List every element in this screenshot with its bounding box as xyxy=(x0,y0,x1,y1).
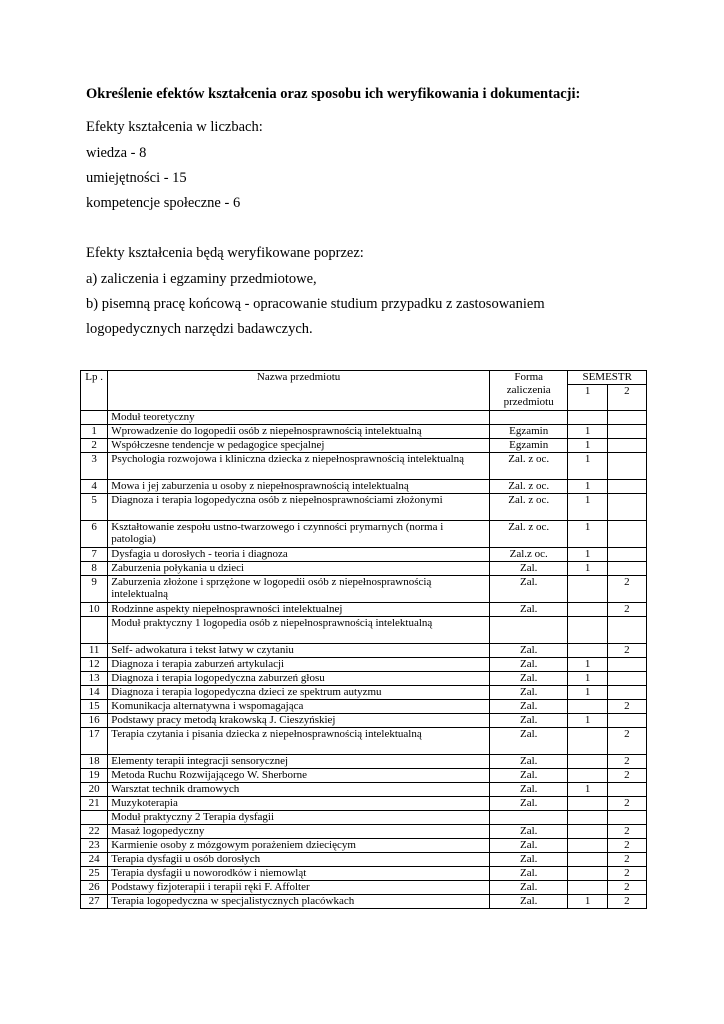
cell-semester-1 xyxy=(568,754,607,768)
cell-lp: 13 xyxy=(81,671,108,685)
cell-course-name: Terapia dysfagii u noworodków i niemowląt xyxy=(108,866,490,880)
cell-forma: Zal. xyxy=(489,768,568,782)
cell-forma: Zal. xyxy=(489,727,568,754)
cell-forma: Zal. xyxy=(489,713,568,727)
cell-lp: 20 xyxy=(81,782,108,796)
table-row xyxy=(81,657,647,671)
cell-lp: 27 xyxy=(81,894,108,908)
cell-course-name: Muzykoterapia xyxy=(108,796,490,810)
cell-semester-1 xyxy=(568,866,607,880)
cell-forma: Zal.z oc. xyxy=(489,547,568,561)
cell-forma: Zal. xyxy=(489,699,568,713)
header-semester-1: 1 xyxy=(568,384,607,410)
paragraph: umiejętności - 15 xyxy=(86,170,187,186)
cell-lp: 1 xyxy=(81,424,108,438)
cell-forma: Zal. xyxy=(489,754,568,768)
cell-lp: 23 xyxy=(81,838,108,852)
cell-lp: 10 xyxy=(81,602,108,616)
cell-semester-2: 2 xyxy=(607,838,646,852)
table-row xyxy=(81,727,647,754)
cell-semester-1 xyxy=(568,796,607,810)
cell-lp: 5 xyxy=(81,493,108,520)
module-row xyxy=(81,410,647,424)
table-row xyxy=(81,452,647,479)
cell-course-name: Diagnoza i terapia logopedyczna zaburzeń głosu xyxy=(108,671,490,685)
cell-semester-1: 1 xyxy=(568,452,607,479)
cell-course-name: Terapia czytania i pisania dziecka z niepełnosprawnością intelektualną xyxy=(108,727,490,754)
table-row xyxy=(81,671,647,685)
cell-forma: Zal. z oc. xyxy=(489,479,568,493)
cell-lp: 11 xyxy=(81,643,108,657)
cell-forma: Zal. z oc. xyxy=(489,493,568,520)
table-row xyxy=(81,782,647,796)
cell-lp: 18 xyxy=(81,754,108,768)
table-row xyxy=(81,479,647,493)
cell-semester-1 xyxy=(568,616,607,643)
cell-lp: 12 xyxy=(81,657,108,671)
cell-semester-1 xyxy=(568,727,607,754)
cell-lp: 9 xyxy=(81,575,108,602)
cell-lp: 6 xyxy=(81,520,108,547)
cell-semester-2: 2 xyxy=(607,754,646,768)
cell-lp: 16 xyxy=(81,713,108,727)
cell-lp: 21 xyxy=(81,796,108,810)
cell-forma: Zal. xyxy=(489,838,568,852)
cell-course-name: Zaburzenia połykania u dzieci xyxy=(108,561,490,575)
cell-forma xyxy=(489,810,568,824)
cell-lp: 26 xyxy=(81,880,108,894)
header-lp: Lp . xyxy=(81,371,108,411)
cell-semester-2 xyxy=(607,479,646,493)
cell-lp: 2 xyxy=(81,438,108,452)
courses-table xyxy=(80,370,647,909)
cell-semester-2: 2 xyxy=(607,602,646,616)
cell-semester-1 xyxy=(568,880,607,894)
cell-semester-1 xyxy=(568,838,607,852)
cell-forma: Zal. xyxy=(489,671,568,685)
table-row xyxy=(81,643,647,657)
cell-course-name: Zaburzenia złożone i sprzężone w logopedii osób z niepełnosprawnością intelektualną xyxy=(108,575,490,602)
cell-semester-2: 2 xyxy=(607,880,646,894)
cell-semester-1 xyxy=(568,852,607,866)
cell-course-name: Wprowadzenie do logopedii osób z niepełnosprawnością intelektualną xyxy=(108,424,490,438)
table-row xyxy=(81,754,647,768)
paragraph: logopedycznych narzędzi badawczych. xyxy=(86,321,313,337)
cell-module-title: Moduł teoretyczny xyxy=(108,410,490,424)
cell-semester-1: 1 xyxy=(568,520,607,547)
cell-semester-1: 1 xyxy=(568,671,607,685)
cell-forma xyxy=(489,410,568,424)
table-row xyxy=(81,438,647,452)
cell-semester-1: 1 xyxy=(568,561,607,575)
cell-course-name: Karmienie osoby z mózgowym porażeniem dziecięcym xyxy=(108,838,490,852)
cell-lp: 25 xyxy=(81,866,108,880)
header-forma: Forma zaliczenia przedmiotu xyxy=(489,371,568,411)
cell-semester-2: 2 xyxy=(607,866,646,880)
cell-semester-1 xyxy=(568,602,607,616)
cell-semester-2 xyxy=(607,452,646,479)
cell-forma: Zal. xyxy=(489,796,568,810)
table-row xyxy=(81,768,647,782)
cell-course-name: Terapia logopedyczna w specjalistycznych placówkach xyxy=(108,894,490,908)
cell-course-name: Dysfagia u dorosłych - teoria i diagnoza xyxy=(108,547,490,561)
table-row xyxy=(81,602,647,616)
cell-semester-2 xyxy=(607,493,646,520)
cell-lp xyxy=(81,616,108,643)
cell-forma: Zal. xyxy=(489,657,568,671)
cell-forma: Zal. xyxy=(489,894,568,908)
cell-forma: Zal. xyxy=(489,880,568,894)
paragraph: Efekty kształcenia w liczbach: xyxy=(86,119,263,135)
cell-course-name: Podstawy fizjoterapii i terapii ręki F. Affolter xyxy=(108,880,490,894)
cell-forma: Zal. z oc. xyxy=(489,520,568,547)
cell-semester-2: 2 xyxy=(607,768,646,782)
cell-semester-2: 2 xyxy=(607,852,646,866)
header-name: Nazwa przedmiotu xyxy=(108,371,490,411)
header-semestr: SEMESTR xyxy=(568,371,647,385)
cell-semester-1: 1 xyxy=(568,547,607,561)
section-heading: Określenie efektów kształcenia oraz sposobu ich weryfikowania i dokumentacji: xyxy=(86,86,581,102)
cell-lp: 22 xyxy=(81,824,108,838)
cell-semester-1: 1 xyxy=(568,713,607,727)
header-semester-2: 2 xyxy=(607,384,646,410)
module-row xyxy=(81,616,647,643)
cell-course-name: Self- adwokatura i tekst łatwy w czytaniu xyxy=(108,643,490,657)
cell-forma: Egzamin xyxy=(489,438,568,452)
table-row xyxy=(81,424,647,438)
cell-module-title: Moduł praktyczny 1 logopedia osób z niepełnosprawnością intelektualną xyxy=(108,616,490,643)
cell-course-name: Kształtowanie zespołu ustno-twarzowego i czynności prymarnych (norma i patologia) xyxy=(108,520,490,547)
table-row xyxy=(81,796,647,810)
table-row xyxy=(81,699,647,713)
table-body xyxy=(81,410,647,908)
cell-semester-2: 2 xyxy=(607,824,646,838)
table-row xyxy=(81,852,647,866)
cell-course-name: Terapia dysfagii u osób dorosłych xyxy=(108,852,490,866)
cell-module-title: Moduł praktyczny 2 Terapia dysfagii xyxy=(108,810,490,824)
cell-forma: Zal. xyxy=(489,782,568,796)
cell-course-name: Współczesne tendencje w pedagogice specjalnej xyxy=(108,438,490,452)
cell-semester-2: 2 xyxy=(607,575,646,602)
cell-semester-1 xyxy=(568,643,607,657)
cell-semester-2 xyxy=(607,782,646,796)
table-row xyxy=(81,880,647,894)
cell-forma: Zal. xyxy=(489,643,568,657)
table-header-row xyxy=(81,371,647,385)
cell-lp: 15 xyxy=(81,699,108,713)
cell-semester-2: 2 xyxy=(607,643,646,657)
cell-semester-2 xyxy=(607,438,646,452)
table-row xyxy=(81,838,647,852)
cell-course-name: Podstawy pracy metodą krakowską J. Cieszyńskiej xyxy=(108,713,490,727)
cell-semester-2 xyxy=(607,561,646,575)
cell-semester-2 xyxy=(607,520,646,547)
table-row xyxy=(81,561,647,575)
cell-semester-1 xyxy=(568,699,607,713)
cell-semester-1 xyxy=(568,810,607,824)
cell-forma: Zal. z oc. xyxy=(489,452,568,479)
cell-semester-1: 1 xyxy=(568,479,607,493)
cell-semester-1 xyxy=(568,768,607,782)
cell-lp: 24 xyxy=(81,852,108,866)
cell-semester-2 xyxy=(607,671,646,685)
cell-forma: Zal. xyxy=(489,852,568,866)
cell-semester-1 xyxy=(568,824,607,838)
cell-semester-2 xyxy=(607,616,646,643)
cell-forma: Zal. xyxy=(489,561,568,575)
cell-course-name: Diagnoza i terapia logopedyczna dzieci ze spektrum autyzmu xyxy=(108,685,490,699)
paragraph: kompetencje społeczne - 6 xyxy=(86,195,241,211)
cell-forma: Zal. xyxy=(489,685,568,699)
cell-semester-1: 1 xyxy=(568,424,607,438)
cell-semester-1: 1 xyxy=(568,894,607,908)
table-row xyxy=(81,493,647,520)
cell-forma: Zal. xyxy=(489,824,568,838)
cell-course-name: Warsztat technik dramowych xyxy=(108,782,490,796)
cell-lp: 17 xyxy=(81,727,108,754)
cell-course-name: Komunikacja alternatywna i wspomagająca xyxy=(108,699,490,713)
paragraph: Efekty kształcenia będą weryfikowane poprzez: xyxy=(86,245,364,261)
cell-lp xyxy=(81,410,108,424)
cell-lp xyxy=(81,810,108,824)
cell-course-name: Psychologia rozwojowa i kliniczna dziecka z niepełnosprawnością intelektualną xyxy=(108,452,490,479)
table-row xyxy=(81,866,647,880)
cell-semester-2 xyxy=(607,713,646,727)
cell-semester-1 xyxy=(568,575,607,602)
cell-forma: Zal. xyxy=(489,575,568,602)
cell-semester-2: 2 xyxy=(607,727,646,754)
cell-semester-2: 2 xyxy=(607,894,646,908)
cell-course-name: Diagnoza i terapia zaburzeń artykulacji xyxy=(108,657,490,671)
cell-semester-2: 2 xyxy=(607,796,646,810)
cell-course-name: Masaż logopedyczny xyxy=(108,824,490,838)
cell-lp: 3 xyxy=(81,452,108,479)
cell-semester-1: 1 xyxy=(568,438,607,452)
cell-course-name: Diagnoza i terapia logopedyczna osób z niepełnosprawnościami złożonymi xyxy=(108,493,490,520)
cell-semester-1: 1 xyxy=(568,685,607,699)
table-row xyxy=(81,824,647,838)
cell-forma: Egzamin xyxy=(489,424,568,438)
cell-lp: 8 xyxy=(81,561,108,575)
cell-course-name: Metoda Ruchu Rozwijającego W. Sherborne xyxy=(108,768,490,782)
cell-semester-1: 1 xyxy=(568,657,607,671)
cell-semester-2 xyxy=(607,685,646,699)
cell-semester-1: 1 xyxy=(568,782,607,796)
table-row xyxy=(81,713,647,727)
cell-semester-1 xyxy=(568,410,607,424)
cell-forma: Zal. xyxy=(489,602,568,616)
paragraph: wiedza - 8 xyxy=(86,145,147,161)
cell-course-name: Elementy terapii integracji sensorycznej xyxy=(108,754,490,768)
table-row xyxy=(81,520,647,547)
cell-lp: 19 xyxy=(81,768,108,782)
module-row xyxy=(81,810,647,824)
cell-lp: 4 xyxy=(81,479,108,493)
table-row xyxy=(81,894,647,908)
table-row xyxy=(81,575,647,602)
cell-semester-2: 2 xyxy=(607,699,646,713)
cell-course-name: Mowa i jej zaburzenia u osoby z niepełnosprawnością intelektualną xyxy=(108,479,490,493)
cell-forma: Zal. xyxy=(489,866,568,880)
cell-semester-2 xyxy=(607,810,646,824)
cell-lp: 14 xyxy=(81,685,108,699)
cell-semester-2 xyxy=(607,547,646,561)
table-row xyxy=(81,685,647,699)
cell-semester-1: 1 xyxy=(568,493,607,520)
cell-semester-2 xyxy=(607,657,646,671)
cell-forma xyxy=(489,616,568,643)
paragraph: b) pisemną pracę końcową - opracowanie studium przypadku z zastosowaniem xyxy=(86,296,545,312)
table-row xyxy=(81,547,647,561)
cell-course-name: Rodzinne aspekty niepełnosprawności intelektualnej xyxy=(108,602,490,616)
cell-lp: 7 xyxy=(81,547,108,561)
cell-semester-2 xyxy=(607,410,646,424)
cell-semester-2 xyxy=(607,424,646,438)
paragraph: a) zaliczenia i egzaminy przedmiotowe, xyxy=(86,271,317,287)
